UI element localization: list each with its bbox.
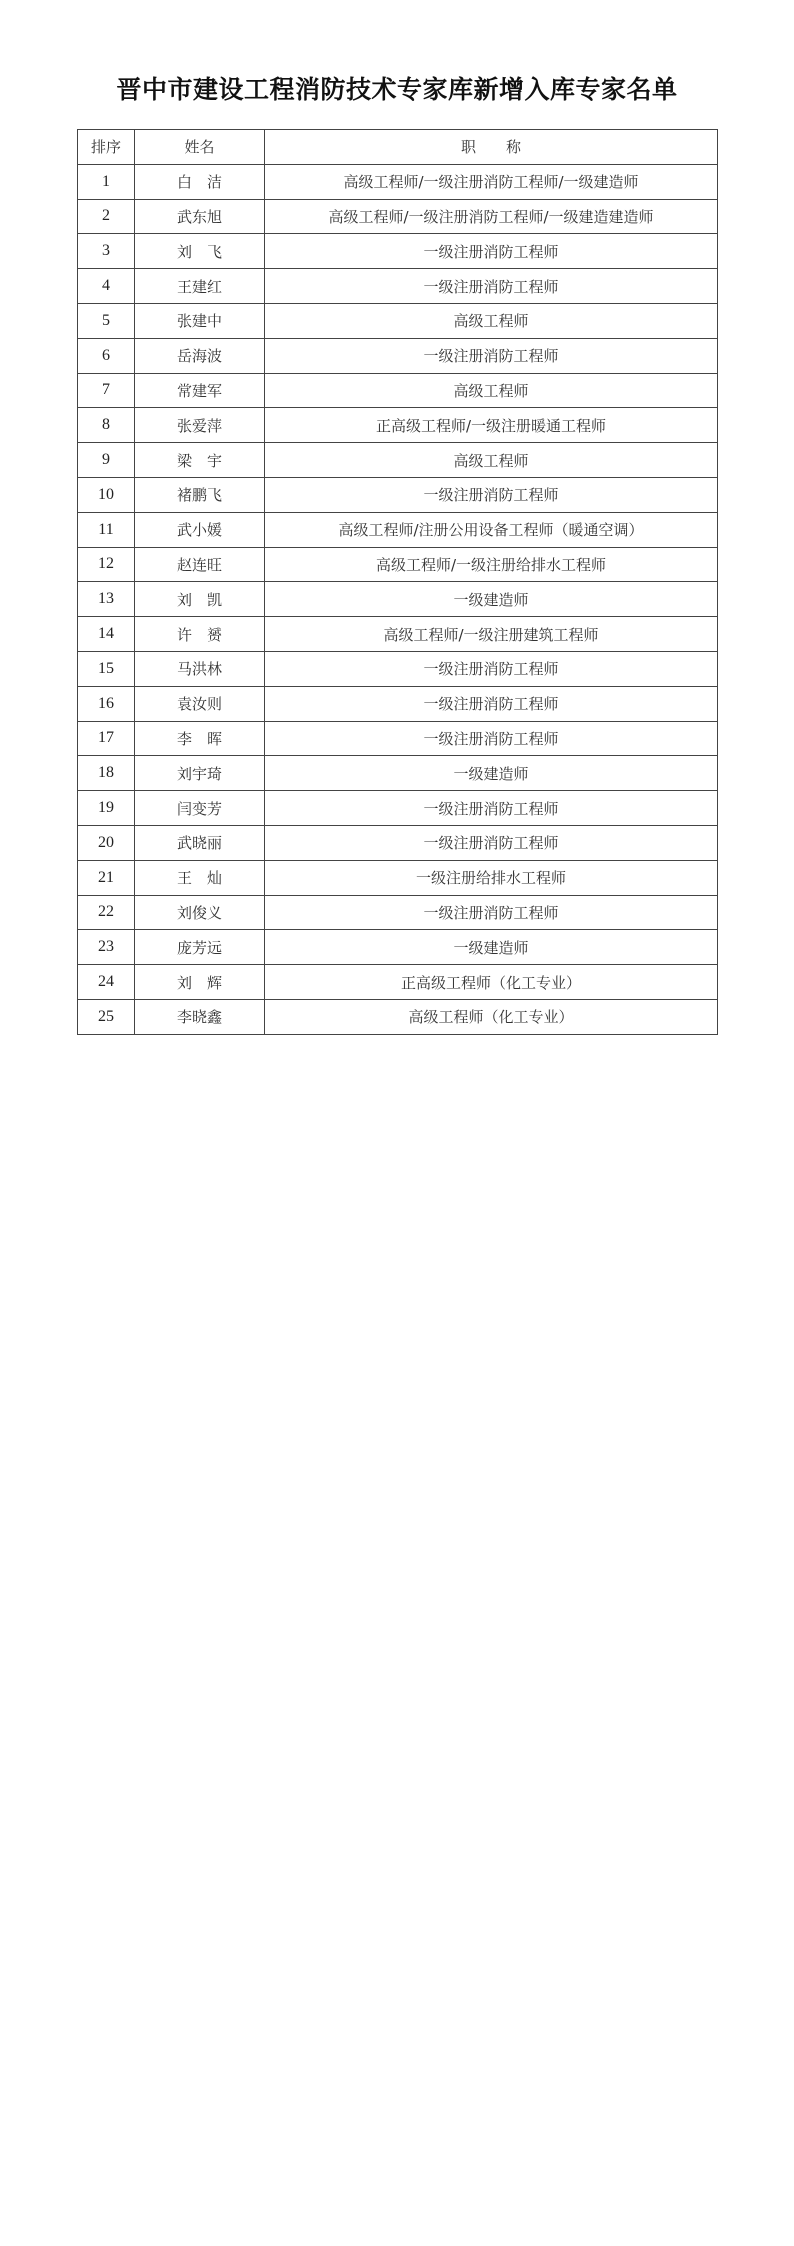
expert-title: 高级工程师/一级注册给排水工程师 <box>265 547 718 582</box>
row-number: 3 <box>78 234 135 269</box>
expert-name: 武东旭 <box>135 199 265 234</box>
table-row <box>78 617 718 652</box>
table-row <box>78 408 718 443</box>
table-row <box>78 756 718 791</box>
table-row <box>78 477 718 512</box>
expert-title: 一级注册消防工程师 <box>265 721 718 756</box>
expert-name: 张建中 <box>135 303 265 338</box>
row-number: 25 <box>78 999 135 1034</box>
table-row <box>78 860 718 895</box>
expert-name: 岳海波 <box>135 338 265 373</box>
table-row <box>78 721 718 756</box>
table-row <box>78 651 718 686</box>
expert-title: 高级工程师/一级注册消防工程师/一级建造师 <box>265 164 718 199</box>
table-row <box>78 999 718 1034</box>
row-number: 16 <box>78 686 135 721</box>
header-name: 姓名 <box>135 130 265 165</box>
expert-title: 高级工程师/注册公用设备工程师（暖通空调） <box>265 512 718 547</box>
expert-name: 许 赟 <box>135 617 265 652</box>
row-number: 14 <box>78 617 135 652</box>
expert-name: 王 灿 <box>135 860 265 895</box>
expert-title: 高级工程师（化工专业） <box>265 999 718 1034</box>
row-number: 8 <box>78 408 135 443</box>
table-header-row <box>78 130 718 165</box>
expert-title: 正高级工程师（化工专业） <box>265 965 718 1000</box>
expert-title: 一级建造师 <box>265 582 718 617</box>
header-title: 职 称 <box>265 130 718 165</box>
expert-title: 一级注册消防工程师 <box>265 651 718 686</box>
expert-title: 一级注册消防工程师 <box>265 269 718 304</box>
expert-title: 一级注册给排水工程师 <box>265 860 718 895</box>
expert-title: 一级注册消防工程师 <box>265 338 718 373</box>
expert-name: 马洪林 <box>135 651 265 686</box>
expert-name: 刘 辉 <box>135 965 265 1000</box>
row-number: 7 <box>78 373 135 408</box>
expert-title: 一级建造师 <box>265 756 718 791</box>
row-number: 21 <box>78 860 135 895</box>
row-number: 4 <box>78 269 135 304</box>
table-row <box>78 686 718 721</box>
expert-title: 一级注册消防工程师 <box>265 895 718 930</box>
row-number: 5 <box>78 303 135 338</box>
table-row <box>78 199 718 234</box>
document-title: 晋中市建设工程消防技术专家库新增入库专家名单 <box>116 75 678 104</box>
expert-title: 正高级工程师/一级注册暖通工程师 <box>265 408 718 443</box>
table-row <box>78 164 718 199</box>
table-row <box>78 269 718 304</box>
table-row <box>78 791 718 826</box>
expert-title: 一级注册消防工程师 <box>265 234 718 269</box>
expert-name: 刘 飞 <box>135 234 265 269</box>
row-number: 10 <box>78 477 135 512</box>
expert-title: 一级注册消防工程师 <box>265 791 718 826</box>
row-number: 12 <box>78 547 135 582</box>
expert-name: 刘 凯 <box>135 582 265 617</box>
expert-name: 袁汝则 <box>135 686 265 721</box>
header-rank: 排序 <box>78 130 135 165</box>
expert-name: 褚鹏飞 <box>135 477 265 512</box>
expert-name: 王建红 <box>135 269 265 304</box>
expert-name: 李晓鑫 <box>135 999 265 1034</box>
table-row <box>78 930 718 965</box>
expert-name: 庞芳远 <box>135 930 265 965</box>
row-number: 17 <box>78 721 135 756</box>
expert-name: 李 晖 <box>135 721 265 756</box>
expert-title: 一级建造师 <box>265 930 718 965</box>
expert-name: 张爱萍 <box>135 408 265 443</box>
expert-name: 梁 宇 <box>135 443 265 478</box>
row-number: 6 <box>78 338 135 373</box>
row-number: 9 <box>78 443 135 478</box>
table-row <box>78 965 718 1000</box>
table-row <box>78 303 718 338</box>
table-row <box>78 234 718 269</box>
expert-name: 赵连旺 <box>135 547 265 582</box>
table-row <box>78 443 718 478</box>
row-number: 2 <box>78 199 135 234</box>
expert-name: 武小媛 <box>135 512 265 547</box>
row-number: 18 <box>78 756 135 791</box>
row-number: 1 <box>78 164 135 199</box>
row-number: 13 <box>78 582 135 617</box>
row-number: 11 <box>78 512 135 547</box>
table-row <box>78 547 718 582</box>
row-number: 20 <box>78 825 135 860</box>
expert-title: 高级工程师/一级注册消防工程师/一级建造建造师 <box>265 199 718 234</box>
table-row <box>78 825 718 860</box>
expert-title: 高级工程师/一级注册建筑工程师 <box>265 617 718 652</box>
expert-title: 一级注册消防工程师 <box>265 477 718 512</box>
expert-name: 常建军 <box>135 373 265 408</box>
row-number: 23 <box>78 930 135 965</box>
expert-name: 刘俊义 <box>135 895 265 930</box>
expert-title: 一级注册消防工程师 <box>265 825 718 860</box>
row-number: 15 <box>78 651 135 686</box>
expert-name: 白 洁 <box>135 164 265 199</box>
expert-title: 高级工程师 <box>265 303 718 338</box>
expert-title: 高级工程师 <box>265 443 718 478</box>
table-row <box>78 373 718 408</box>
expert-title: 一级注册消防工程师 <box>265 686 718 721</box>
expert-title: 高级工程师 <box>265 373 718 408</box>
expert-name: 刘宇琦 <box>135 756 265 791</box>
table-row <box>78 338 718 373</box>
row-number: 24 <box>78 965 135 1000</box>
expert-table <box>77 129 718 1035</box>
expert-name: 闫变芳 <box>135 791 265 826</box>
expert-name: 武晓丽 <box>135 825 265 860</box>
table-row <box>78 512 718 547</box>
table-row <box>78 582 718 617</box>
table-row <box>78 895 718 930</box>
row-number: 19 <box>78 791 135 826</box>
row-number: 22 <box>78 895 135 930</box>
